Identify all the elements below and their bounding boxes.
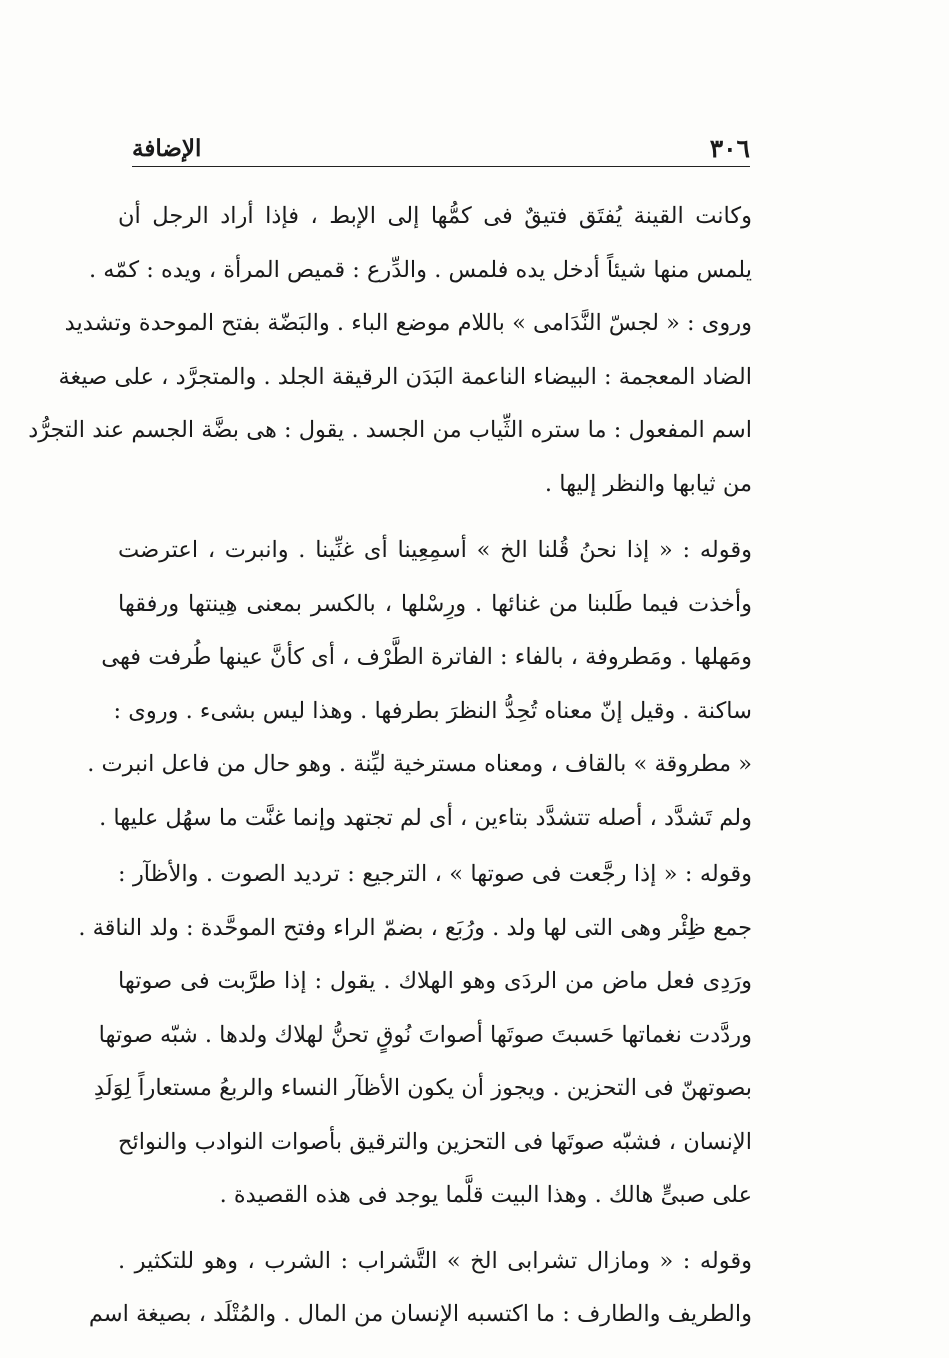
text-line: وقوله : « ومازال تشرابى الخ » التَّشراب : الشرب ، وهو للتكثير . [118,1247,752,1274]
text-line: بصوتهنّ فى التحزين . ويجوز أن يكون الأظآر النساء والربعُ مستعاراً لِوَلَدِ [93,1075,752,1101]
paragraph-gap [118,1223,752,1235]
page-number: ٣٠٦ [709,134,750,163]
page-header [132,124,750,164]
paragraph-4 [88,1235,752,1342]
text-line: ساكنة . وقيل إنّ معناه تُحِدُّ النظرَ بطرفها . وهذا ليس بشىء . وروى : [113,697,752,724]
text-line: جمع ظِئْر وهى التى لها ولد . ورُبَع ، بضمّ الراء وفتح الموحَّدة : ولد الناقة . [78,914,752,941]
text-line: من ثيابها والنظر إليها . [544,470,752,497]
text-line: ورَدِى فعل ماض من الردَى وهو الهلاك . يقول : إذا طرَّبت فى صوتها [118,968,752,994]
text-line: وروى : « لجسّ النَّدَامى » باللام موضع الباء . والبَضّة بفتح الموحدة وتشديد [64,310,752,336]
paragraph-gap [118,511,752,524]
paragraph-3 [78,848,752,1223]
text-line: وقوله : « إذا رجَّعت فى صوتها » ، الترجيع : ترديد الصوت . والأظآر : [118,861,752,887]
text-line: وأخذت فيما طَلبنا من غنائها . ورِسْلها ، بالكسر بمعنى هِينتها ورفقها [118,590,752,617]
text-line: وقوله : « إذا نحنُ قُلنا الخ » أسمِعِينا أى غنِّينا . وانبرت ، اعترضت [118,537,752,563]
running-title: الإضافة [132,135,202,162]
header-rule [132,166,750,167]
text-line: الإنسان ، فشبّه صوتَها فى التحزين والترقيق بأصوات النوادب والنوائح [118,1128,752,1155]
body-text [28,190,752,1342]
text-line: والطريف والطارف : ما اكتسبه الإنسان من المال . والمُتْلَد ، بصيغة اسم [88,1301,752,1327]
text-line: وردَّدت نغماتها حَسبتَ صوتَها أصواتَ نُوقٍ تحنُّ لهلاك ولدها . شبّه صوتها [98,1021,752,1048]
text-line: الضاد المعجمة : البيضاء الناعمة البَدَن الرقيقة الجلد . والمتجرَّد ، على صيغة [58,363,752,390]
text-line: على صبىٍّ هالك . وهذا البيت قلَّما يوجد فى هذه القصيدة . [219,1182,752,1208]
text-line: وكانت القينة يُفتَق فتيقٌ فى كمُّها إلى الإبط ، فإذا أراد الرجل أن [118,203,752,229]
text-line: « مطروقة » بالقاف ، ومعناه مسترخية ليِّنة . وهو حال من فاعل انبرت . [87,751,752,777]
text-line: ومَهلها . ومَطروفة ، بالفاء : الفاترة الطَّرْف ، أى كأنَّ عينها طُرفت فهى [101,644,752,670]
text-line: يلمس منها شيئاً أدخل يده فلمس . والدِّرع : قميص المرأة ، ويده : كمّه . [88,256,752,283]
text-line: اسم المفعول : ما ستره الثِّياب من الجسد . يقول : هى بضَّة الجسم عند التجرُّد [28,417,752,443]
paragraph-2 [87,524,752,845]
text-line: ولم تَشدَّد ، أصله تتشدَّد بتاءين ، أى لم تجتهد وإنما غنَّت ما سهُل عليها . [99,804,752,831]
paragraph-1 [28,190,752,511]
